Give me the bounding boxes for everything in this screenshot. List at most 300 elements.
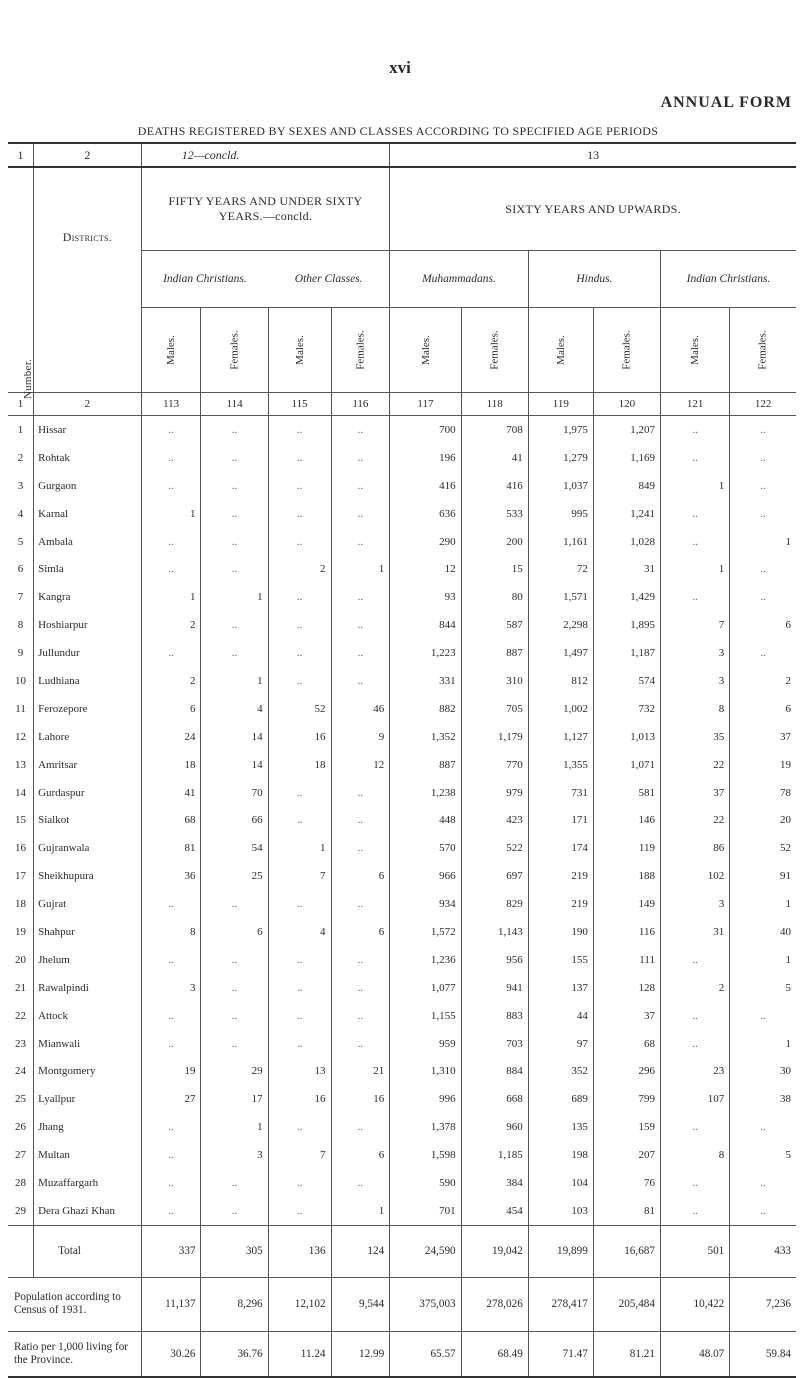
data-cell: .. xyxy=(760,647,766,660)
district-name: Lyallpur xyxy=(34,1085,142,1113)
data-cell: .. xyxy=(141,1113,201,1141)
district-name: Hissar xyxy=(34,416,142,444)
data-cell: .. xyxy=(331,583,390,611)
data-cell: 22 xyxy=(660,751,729,779)
data-cell: 1,013 xyxy=(593,723,660,751)
data-cell: 6 xyxy=(785,619,791,632)
data-cell: .. xyxy=(141,528,201,556)
table-row xyxy=(8,416,796,444)
data-cell: 41 xyxy=(461,444,528,472)
data-cell: 1,241 xyxy=(593,500,660,528)
district-name: Mianwali xyxy=(34,1030,142,1058)
district-name: Ludhiana xyxy=(34,667,142,695)
data-cell: 36 xyxy=(141,862,201,890)
table-row xyxy=(8,528,796,556)
subgroup-muhammadans: Muhammadans. xyxy=(390,251,529,308)
data-cell: 12 xyxy=(390,555,461,583)
row-number: 5 xyxy=(8,528,34,556)
data-cell: 731 xyxy=(528,779,593,807)
data-cell: .. xyxy=(268,1002,331,1030)
table-row xyxy=(8,500,796,528)
table-row xyxy=(8,695,796,723)
column-number: 13 xyxy=(587,147,600,162)
total-cell: 19,899 xyxy=(528,1225,593,1277)
data-cell: 1,127 xyxy=(528,723,593,751)
data-cell: 1,429 xyxy=(593,583,660,611)
district-name: Rohtak xyxy=(34,444,142,472)
subgroup-hindus: Hindus. xyxy=(528,251,660,308)
ratio-row xyxy=(8,1331,796,1377)
data-cell: .. xyxy=(331,444,390,472)
row-number: 17 xyxy=(8,862,34,890)
data-cell: 7 xyxy=(660,611,729,639)
data-cell: 21 xyxy=(331,1057,390,1085)
data-cell: 1,002 xyxy=(528,695,593,723)
data-cell: 16 xyxy=(268,1085,331,1113)
data-cell: 23 xyxy=(660,1057,729,1085)
index-cell: 2 xyxy=(34,393,142,416)
data-cell: .. xyxy=(201,500,268,528)
row-number: 27 xyxy=(8,1141,34,1169)
data-cell: 19 xyxy=(780,758,791,771)
index-cell: 120 xyxy=(593,393,660,416)
data-cell: .. xyxy=(141,444,201,472)
total-label: Total xyxy=(34,1225,142,1277)
data-cell: 887 xyxy=(461,639,528,667)
data-cell: 155 xyxy=(528,946,593,974)
data-cell: 29 xyxy=(201,1057,268,1085)
data-cell: 570 xyxy=(390,834,461,862)
data-cell: 107 xyxy=(660,1085,729,1113)
data-cell: 2,298 xyxy=(528,611,593,639)
data-cell: .. xyxy=(141,1002,201,1030)
data-cell: 219 xyxy=(528,862,593,890)
population-cell: 11,137 xyxy=(141,1277,201,1331)
row-number: 2 xyxy=(8,444,34,472)
table-row xyxy=(8,1085,796,1113)
data-cell: 80 xyxy=(461,583,528,611)
district-name: Kangra xyxy=(34,583,142,611)
data-cell: 3 xyxy=(660,667,729,695)
data-cell: .. xyxy=(660,1113,729,1141)
row-number: 6 xyxy=(8,555,34,583)
data-cell: 708 xyxy=(461,416,528,444)
row-number: 28 xyxy=(8,1169,34,1197)
data-cell: 103 xyxy=(528,1197,593,1225)
data-cell: 1,037 xyxy=(528,472,593,500)
district-name: Ferozepore xyxy=(34,695,142,723)
data-cell: .. xyxy=(331,1113,390,1141)
data-cell: 14 xyxy=(201,723,268,751)
data-cell: 574 xyxy=(593,667,660,695)
data-cell: 448 xyxy=(390,806,461,834)
data-cell: 207 xyxy=(593,1141,660,1169)
data-cell: 1,378 xyxy=(390,1113,461,1141)
table-row xyxy=(8,862,796,890)
data-cell: 22 xyxy=(660,806,729,834)
data-cell: .. xyxy=(268,500,331,528)
data-cell: .. xyxy=(201,1169,268,1197)
data-cell: 52 xyxy=(268,695,331,723)
data-cell: 1,310 xyxy=(390,1057,461,1085)
data-cell: .. xyxy=(660,1030,729,1058)
table-row xyxy=(8,806,796,834)
district-name: Simla xyxy=(34,555,142,583)
index-cell: 119 xyxy=(528,393,593,416)
table-row xyxy=(8,472,796,500)
district-name: Sialkot xyxy=(34,806,142,834)
data-cell: 1 xyxy=(660,555,729,583)
data-cell: 966 xyxy=(390,862,461,890)
table-row xyxy=(8,667,796,695)
data-cell: 1 xyxy=(201,667,268,695)
row-number: 21 xyxy=(8,974,34,1002)
row-number: 11 xyxy=(8,695,34,723)
data-cell: 1,179 xyxy=(461,723,528,751)
population-label: Population according to Census of 1931. xyxy=(8,1277,141,1331)
data-cell: .. xyxy=(201,639,268,667)
data-cell: 701 xyxy=(390,1197,461,1225)
data-cell: 93 xyxy=(390,583,461,611)
data-cell: 104 xyxy=(528,1169,593,1197)
total-cell: 337 xyxy=(141,1225,201,1277)
data-cell: 46 xyxy=(331,695,390,723)
data-cell: 14 xyxy=(201,751,268,779)
data-cell: 887 xyxy=(390,751,461,779)
district-name: Gurdaspur xyxy=(34,779,142,807)
data-cell: .. xyxy=(331,1002,390,1030)
data-cell: 4 xyxy=(201,695,268,723)
data-cell: 78 xyxy=(780,786,791,799)
data-cell: 1 xyxy=(785,1037,791,1050)
data-cell: 31 xyxy=(593,555,660,583)
total-cell: 19,042 xyxy=(461,1225,528,1277)
ratio-cell: 12.99 xyxy=(331,1331,390,1377)
districts-header: Districts. xyxy=(34,167,142,308)
sex-header: Females. xyxy=(757,330,770,370)
index-row xyxy=(8,393,796,416)
data-cell: 1,161 xyxy=(528,528,593,556)
ratio-cell: 65.57 xyxy=(390,1331,461,1377)
data-cell: 849 xyxy=(593,472,660,500)
data-cell: 770 xyxy=(461,751,528,779)
table-row xyxy=(8,1002,796,1030)
row-number: 3 xyxy=(8,472,34,500)
table-row xyxy=(8,1141,796,1169)
ratio-cell: 11.24 xyxy=(268,1331,331,1377)
data-cell: 3 xyxy=(141,974,201,1002)
row-number: 18 xyxy=(8,890,34,918)
population-cell: 7,236 xyxy=(765,1298,791,1311)
data-cell: 25 xyxy=(201,862,268,890)
data-cell: 66 xyxy=(201,806,268,834)
data-cell: 941 xyxy=(461,974,528,1002)
data-cell: 128 xyxy=(593,974,660,1002)
data-cell: 310 xyxy=(461,667,528,695)
row-number: 4 xyxy=(8,500,34,528)
data-cell: .. xyxy=(268,528,331,556)
data-cell: .. xyxy=(141,555,201,583)
district-name: Attock xyxy=(34,1002,142,1030)
table-row xyxy=(8,890,796,918)
data-cell: 2 xyxy=(268,555,331,583)
total-cell: 501 xyxy=(660,1225,729,1277)
district-name: Sheikhupura xyxy=(34,862,142,890)
data-cell: .. xyxy=(760,1204,766,1217)
deaths-table xyxy=(8,142,796,1378)
data-cell: 86 xyxy=(660,834,729,862)
data-cell: 116 xyxy=(593,918,660,946)
table-row xyxy=(8,1030,796,1058)
ratio-cell: 30.26 xyxy=(141,1331,201,1377)
district-name: Gujrat xyxy=(34,890,142,918)
data-cell: 102 xyxy=(660,862,729,890)
data-cell: 1,572 xyxy=(390,918,461,946)
data-cell: 959 xyxy=(390,1030,461,1058)
data-cell: 1,187 xyxy=(593,639,660,667)
table-subtitle: DEATHS REGISTERED BY SEXES AND CLASSES ACCORDING TO SPECIFIED AGE PERIODS xyxy=(137,124,659,138)
data-cell: 200 xyxy=(461,528,528,556)
table-row xyxy=(8,946,796,974)
data-cell: .. xyxy=(331,472,390,500)
data-cell: 581 xyxy=(593,779,660,807)
data-cell: 1,169 xyxy=(593,444,660,472)
data-cell: 1,143 xyxy=(461,918,528,946)
data-cell: 146 xyxy=(593,806,660,834)
table-row xyxy=(8,583,796,611)
data-cell: 7 xyxy=(268,862,331,890)
data-cell: 1,598 xyxy=(390,1141,461,1169)
data-cell: 700 xyxy=(390,416,461,444)
sex-header: Females. xyxy=(461,308,528,393)
total-row xyxy=(8,1225,796,1277)
data-cell: .. xyxy=(141,1030,201,1058)
data-cell: .. xyxy=(331,779,390,807)
data-cell: 799 xyxy=(593,1085,660,1113)
data-cell: 416 xyxy=(461,472,528,500)
data-cell: 829 xyxy=(461,890,528,918)
group-fifty-sixty: FIFTY YEARS AND UNDER SIXTY YEARS.—concld. xyxy=(141,167,389,251)
row-number: 22 xyxy=(8,1002,34,1030)
data-cell: 3 xyxy=(660,890,729,918)
data-cell: .. xyxy=(760,451,766,464)
data-cell: 1 xyxy=(785,898,791,911)
data-cell: 30 xyxy=(780,1065,791,1078)
data-cell: 3 xyxy=(660,639,729,667)
data-cell: .. xyxy=(268,667,331,695)
data-cell: 590 xyxy=(390,1169,461,1197)
ratio-cell: 68.49 xyxy=(461,1331,528,1377)
table-row xyxy=(8,555,796,583)
data-cell: .. xyxy=(331,974,390,1002)
group-sixty-upwards: SIXTY YEARS AND UPWARDS. xyxy=(505,201,681,216)
data-cell: 40 xyxy=(780,925,791,938)
data-cell: .. xyxy=(201,1030,268,1058)
data-cell: 995 xyxy=(528,500,593,528)
population-cell: 8,296 xyxy=(201,1277,268,1331)
district-name: Muzaffargarh xyxy=(34,1169,142,1197)
data-cell: .. xyxy=(331,806,390,834)
data-cell: .. xyxy=(660,1197,729,1225)
data-cell: .. xyxy=(201,611,268,639)
data-cell: 6 xyxy=(331,918,390,946)
data-cell: 171 xyxy=(528,806,593,834)
data-cell: 1,223 xyxy=(390,639,461,667)
data-cell: .. xyxy=(201,1002,268,1030)
data-cell: .. xyxy=(660,528,729,556)
data-cell: .. xyxy=(201,974,268,1002)
data-cell: 18 xyxy=(268,751,331,779)
data-cell: .. xyxy=(268,1169,331,1197)
data-cell: .. xyxy=(141,416,201,444)
table-row xyxy=(8,974,796,1002)
data-cell: 705 xyxy=(461,695,528,723)
data-cell: .. xyxy=(760,563,766,576)
data-cell: .. xyxy=(141,639,201,667)
district-name: Gujranwala xyxy=(34,834,142,862)
district-name: Shahpur xyxy=(34,918,142,946)
data-cell: 188 xyxy=(593,862,660,890)
data-cell: .. xyxy=(268,472,331,500)
sex-header: Males. xyxy=(141,308,201,393)
data-cell: 689 xyxy=(528,1085,593,1113)
table-row xyxy=(8,723,796,751)
data-cell: .. xyxy=(141,890,201,918)
total-cell: 433 xyxy=(774,1245,791,1258)
data-cell: 35 xyxy=(660,723,729,751)
data-cell: 979 xyxy=(461,779,528,807)
table-row xyxy=(8,834,796,862)
data-cell: 12 xyxy=(331,751,390,779)
data-cell: .. xyxy=(331,890,390,918)
population-cell: 278,026 xyxy=(461,1277,528,1331)
data-cell: 296 xyxy=(593,1057,660,1085)
data-cell: 522 xyxy=(461,834,528,862)
data-cell: 8 xyxy=(141,918,201,946)
data-cell: 174 xyxy=(528,834,593,862)
district-name: Montgomery xyxy=(34,1057,142,1085)
sex-header: Males. xyxy=(660,308,729,393)
population-cell: 9,544 xyxy=(331,1277,390,1331)
data-cell: .. xyxy=(268,1113,331,1141)
data-cell: 331 xyxy=(390,667,461,695)
data-cell: 1,071 xyxy=(593,751,660,779)
data-cell: 37 xyxy=(593,1002,660,1030)
data-cell: 111 xyxy=(593,946,660,974)
row-number: 26 xyxy=(8,1113,34,1141)
data-cell: .. xyxy=(660,946,729,974)
data-cell: 9 xyxy=(331,723,390,751)
row-number: 15 xyxy=(8,806,34,834)
table-row xyxy=(8,639,796,667)
data-cell: 6 xyxy=(331,862,390,890)
data-cell: .. xyxy=(201,528,268,556)
data-cell: .. xyxy=(331,639,390,667)
data-cell: .. xyxy=(201,946,268,974)
data-cell: 6 xyxy=(141,695,201,723)
data-cell: .. xyxy=(141,946,201,974)
data-cell: .. xyxy=(331,1030,390,1058)
data-cell: 1,155 xyxy=(390,1002,461,1030)
data-cell: .. xyxy=(331,611,390,639)
index-cell: 116 xyxy=(331,393,390,416)
district-name: Amritsar xyxy=(34,751,142,779)
data-cell: 8 xyxy=(660,1141,729,1169)
index-cell: 115 xyxy=(268,393,331,416)
row-number: 16 xyxy=(8,834,34,862)
data-cell: 15 xyxy=(461,555,528,583)
data-cell: .. xyxy=(660,444,729,472)
ratio-cell: 48.07 xyxy=(660,1331,729,1377)
index-cell: 113 xyxy=(141,393,201,416)
total-cell: 16,687 xyxy=(593,1225,660,1277)
data-cell: 196 xyxy=(390,444,461,472)
data-cell: 533 xyxy=(461,500,528,528)
district-name: Hoshiarpur xyxy=(34,611,142,639)
data-cell: .. xyxy=(141,1169,201,1197)
data-cell: 24 xyxy=(141,723,201,751)
district-name: Jullundur xyxy=(34,639,142,667)
data-cell: .. xyxy=(760,423,766,436)
data-cell: 1,077 xyxy=(390,974,461,1002)
data-cell: .. xyxy=(760,479,766,492)
population-cell: 10,422 xyxy=(660,1277,729,1331)
data-cell: .. xyxy=(331,667,390,695)
data-cell: 1,028 xyxy=(593,528,660,556)
data-cell: 37 xyxy=(660,779,729,807)
data-cell: .. xyxy=(268,806,331,834)
data-cell: .. xyxy=(331,834,390,862)
data-cell: .. xyxy=(660,1169,729,1197)
data-cell: 19 xyxy=(141,1057,201,1085)
data-cell: .. xyxy=(331,500,390,528)
subgroup-indian-christians: Indian Christians. xyxy=(141,251,268,308)
data-cell: 16 xyxy=(268,723,331,751)
data-cell: .. xyxy=(201,890,268,918)
data-cell: .. xyxy=(268,779,331,807)
data-cell: .. xyxy=(760,1009,766,1022)
data-cell: 13 xyxy=(268,1057,331,1085)
data-cell: .. xyxy=(268,639,331,667)
data-cell: .. xyxy=(660,500,729,528)
data-cell: 956 xyxy=(461,946,528,974)
district-name: Multan xyxy=(34,1141,142,1169)
data-cell: 119 xyxy=(593,834,660,862)
district-name: Ambala xyxy=(34,528,142,556)
ratio-cell: 36.76 xyxy=(201,1331,268,1377)
data-cell: 2 xyxy=(660,974,729,1002)
sex-header: Females. xyxy=(201,308,268,393)
table-row xyxy=(8,1169,796,1197)
sex-header: Females. xyxy=(593,308,660,393)
row-number: 8 xyxy=(8,611,34,639)
row-number: 9 xyxy=(8,639,34,667)
table-row xyxy=(8,779,796,807)
district-name: Jhelum xyxy=(34,946,142,974)
row-number: 25 xyxy=(8,1085,34,1113)
data-cell: 1,279 xyxy=(528,444,593,472)
data-cell: .. xyxy=(760,507,766,520)
data-cell: 27 xyxy=(141,1085,201,1113)
sex-header: Females. xyxy=(331,308,390,393)
data-cell: 2 xyxy=(141,611,201,639)
data-cell: 636 xyxy=(390,500,461,528)
data-cell: 1 xyxy=(201,583,268,611)
data-cell: 697 xyxy=(461,862,528,890)
data-cell: .. xyxy=(660,583,729,611)
row-number: 7 xyxy=(8,583,34,611)
data-cell: 1 xyxy=(201,1113,268,1141)
